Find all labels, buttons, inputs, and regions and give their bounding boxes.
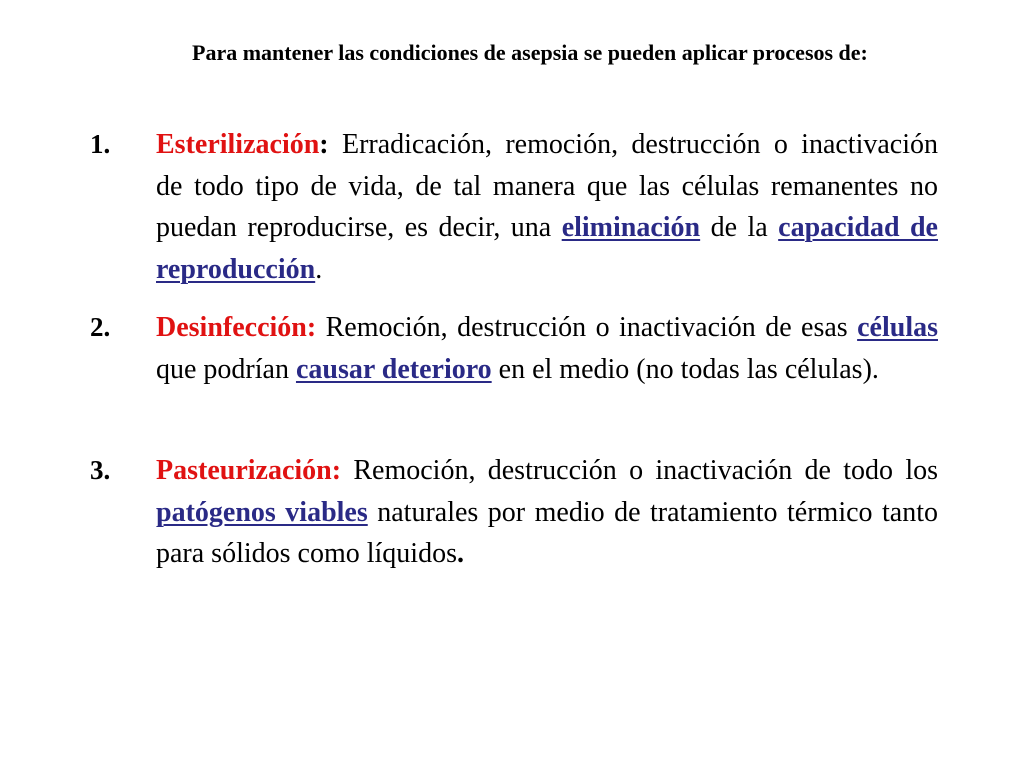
emphasis-celulas: células — [857, 312, 938, 343]
definition-text: Remoción, destrucción o inactivación de todo los — [341, 455, 938, 486]
final-period: . — [456, 538, 464, 569]
definition-text: en el medio (no todas las células). — [491, 353, 879, 385]
definition-text: . — [315, 253, 323, 285]
list-number: 3. — [90, 455, 111, 485]
intro-text: Para mantener las condiciones de asepsia se pueden aplicar procesos de: — [192, 40, 868, 65]
list-item-body — [156, 124, 938, 290]
list-number: 2. — [90, 312, 111, 342]
definition-text: de la — [700, 212, 779, 243]
definition-text: Erradicación, remoción, destrucción o inactivación de todo tipo de vida, de tal manera que las células remanentes no puedan reproducirse, es decir, una — [156, 129, 938, 243]
list-item-body — [156, 307, 938, 390]
list-number: 1. — [90, 129, 111, 159]
term-pasteurizacion: Pasteurización: — [156, 455, 342, 486]
list-item-body — [156, 450, 938, 575]
definition-text: Remoción, destrucción o inactivación de esas — [316, 312, 858, 343]
emphasis-causar-deterioro: causar deterioro — [295, 353, 492, 385]
emphasis-patogenos-viables: patógenos viables — [156, 496, 368, 528]
term-desinfeccion: Desinfección: — [156, 312, 317, 343]
term-colon: : — [319, 129, 329, 160]
definition-text: que podrían — [156, 353, 296, 385]
emphasis-eliminacion: eliminación — [561, 212, 701, 243]
definition-text: naturales por medio de tratamiento térmico tanto para sólidos como líquidos — [156, 496, 939, 569]
emphasis-capacidad-reproduccion: capacidad de reproducción — [156, 212, 938, 285]
term-esterilizacion: Esterilización — [156, 129, 320, 160]
